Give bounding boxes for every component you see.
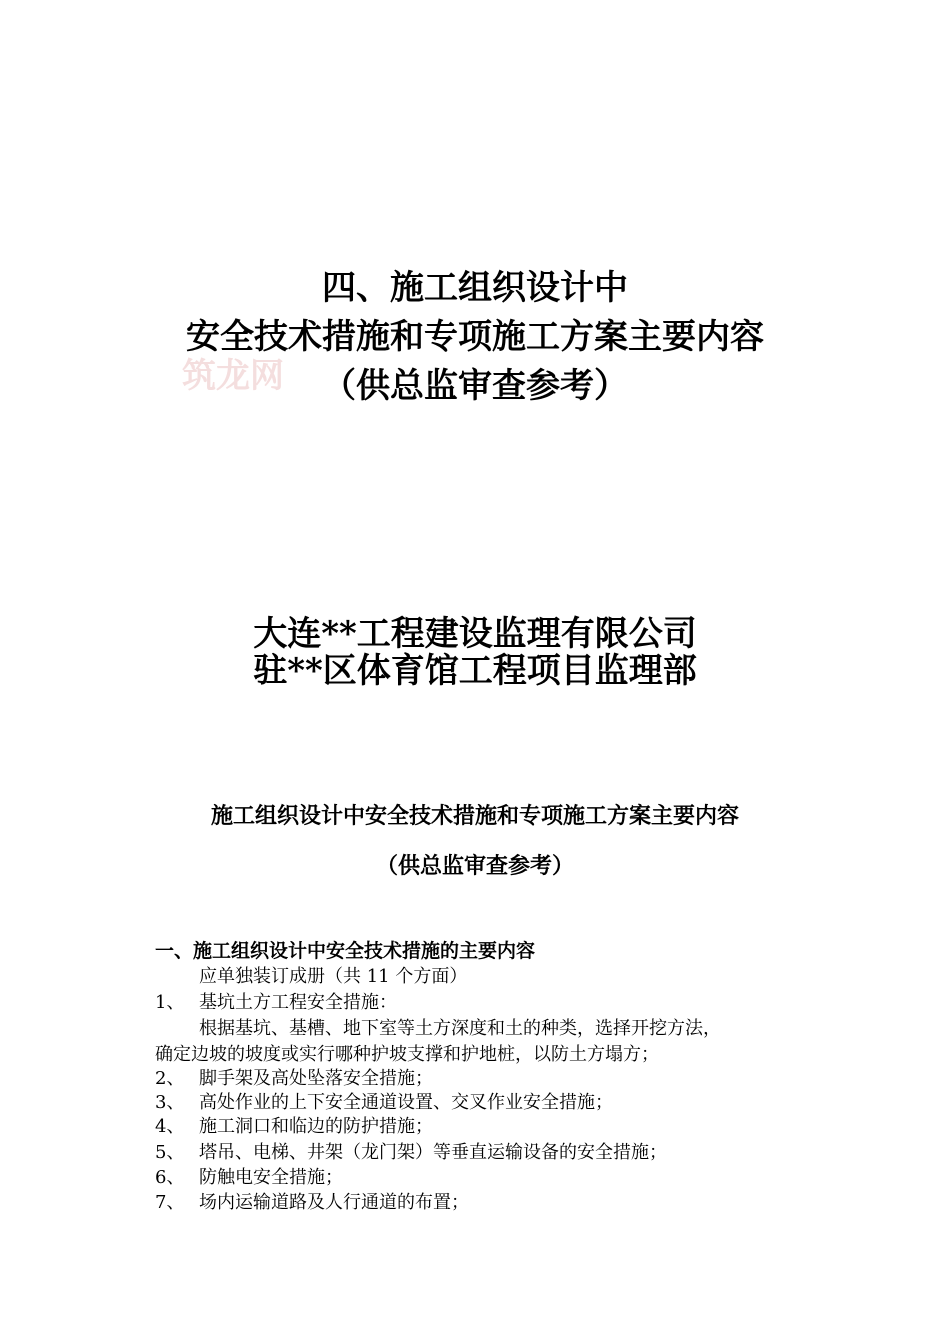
- list-item: [155, 1140, 667, 1166]
- section-heading: 一、施工组织设计中安全技术措施的主要内容: [155, 940, 536, 962]
- list-item-text: 基坑土方工程安全措施：: [199, 992, 397, 1013]
- list-item-text: 防触电安全措施；: [199, 1167, 343, 1188]
- cover-title-line2: 安全技术措施和专项施工方案主要内容: [186, 317, 764, 357]
- list-item-number: 7、: [155, 1192, 185, 1213]
- list-item-number: 4、: [155, 1116, 185, 1137]
- list-item: [155, 1165, 343, 1191]
- list-item-text: 施工洞口和临边的防护措施；: [199, 1116, 433, 1137]
- cover-title-line1: 四、施工组织设计中: [322, 268, 628, 308]
- department-name: 驻**区体育馆工程项目监理部: [253, 651, 697, 691]
- section-intro: 应单独装订成册（共 11 个方面）: [199, 966, 468, 987]
- list-item-number: 2、: [155, 1068, 185, 1089]
- document-heading: 施工组织设计中安全技术措施和专项施工方案主要内容: [210, 803, 739, 829]
- list-item: [155, 1190, 469, 1216]
- list-item-number: 1、: [155, 992, 185, 1013]
- list-item-text: 脚手架及高处坠落安全措施；: [199, 1068, 433, 1089]
- list-item-text: 场内运输道路及人行通道的布置；: [199, 1192, 469, 1213]
- list-item-number: 5、: [155, 1142, 185, 1163]
- list-item-detail: 确定边坡的坡度或实行哪种护坡支撑和护地桩，以防土方塌方；: [155, 1044, 659, 1065]
- list-item-text: 高处作业的上下安全通道设置、交叉作业安全措施；: [199, 1092, 613, 1113]
- list-item-number: 6、: [155, 1167, 185, 1188]
- watermark: 筑龙网: [182, 356, 284, 396]
- organization-name: 大连**工程建设监理有限公司: [253, 614, 697, 654]
- list-item-detail: 根据基坑、基槽、地下室等土方深度和土的种类，选择开挖方法，: [199, 1018, 721, 1039]
- list-item: [155, 1114, 433, 1140]
- document-subheading: （供总监审查参考）: [375, 853, 574, 879]
- cover-title-line3: （供总监审查参考）: [322, 366, 628, 406]
- list-item: [155, 990, 397, 1016]
- list-item-text: 塔吊、电梯、井架（龙门架）等垂直运输设备的安全措施；: [199, 1142, 667, 1163]
- list-item: [155, 1090, 613, 1116]
- list-item-number: 3、: [155, 1092, 185, 1113]
- list-item: [155, 1066, 433, 1092]
